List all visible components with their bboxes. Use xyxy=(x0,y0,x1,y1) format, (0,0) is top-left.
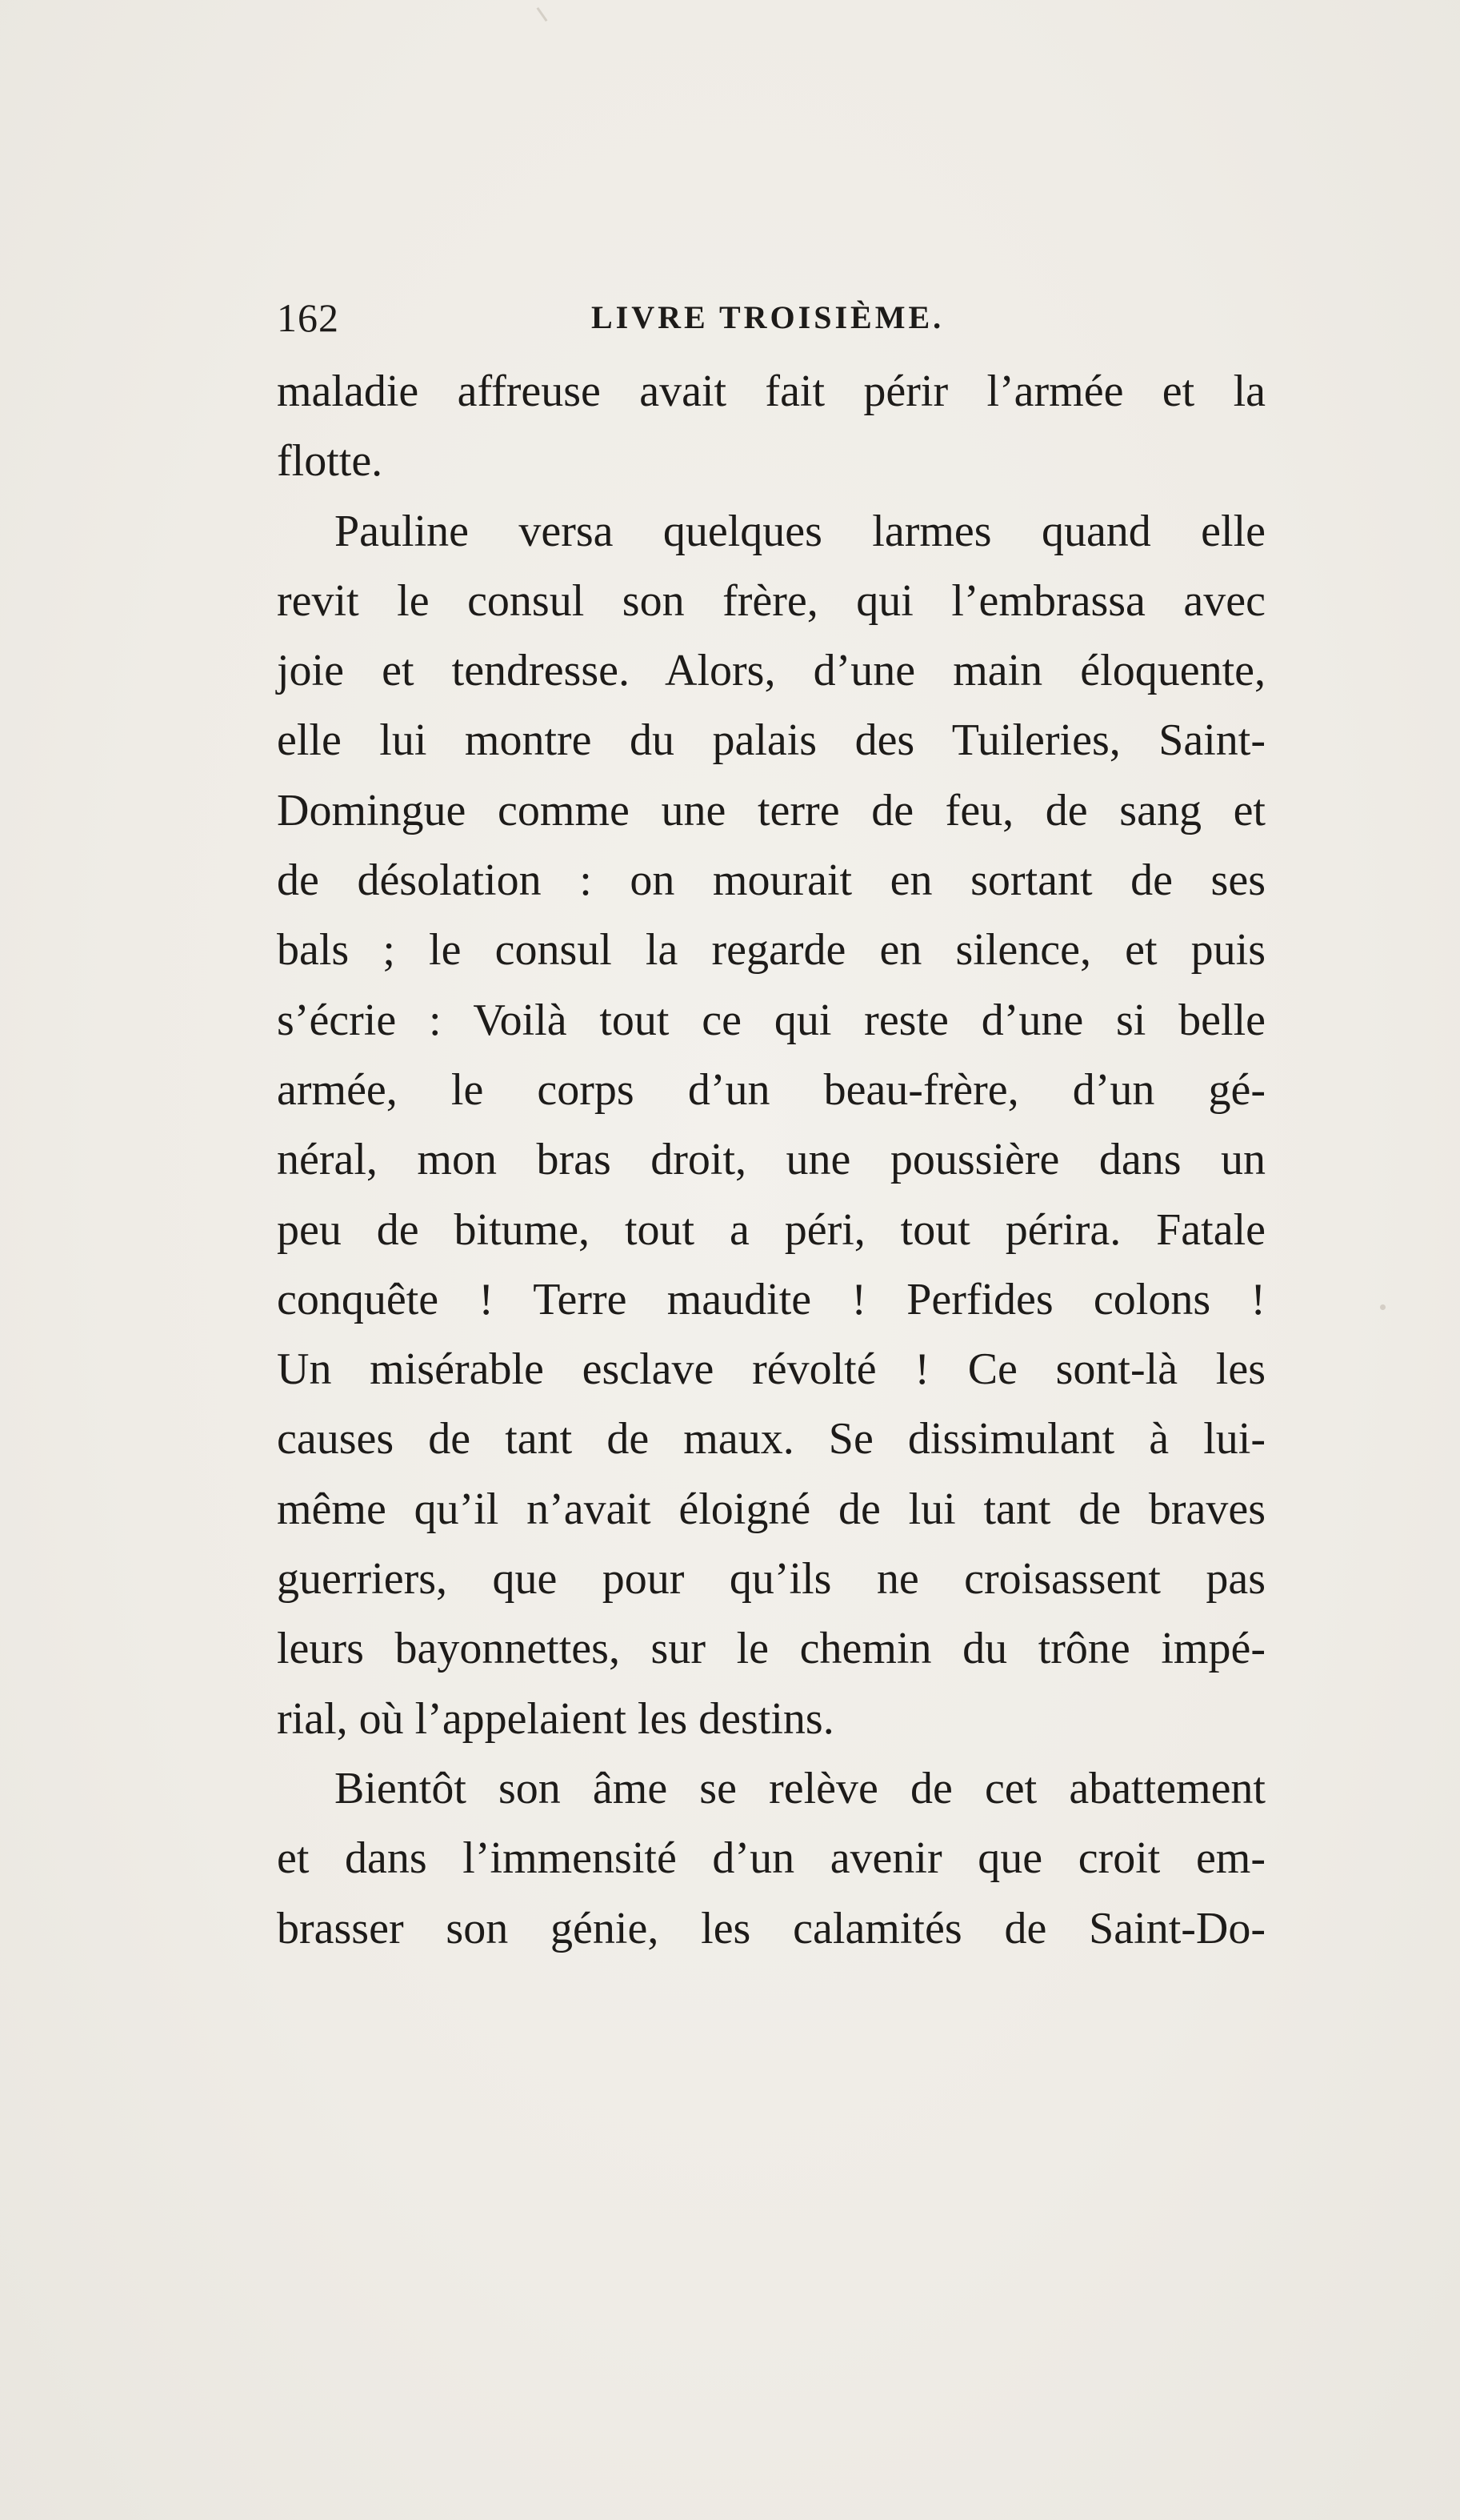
paper-speck xyxy=(537,7,548,22)
paragraph xyxy=(277,497,1266,1754)
paragraph xyxy=(277,357,1266,497)
page-number: 162 xyxy=(277,295,339,340)
text-line: et dans l’immensité d’un avenir que croit em- xyxy=(277,1833,1266,1884)
running-head: LIVRE TROISIÈME. xyxy=(591,299,945,335)
text-line: brasser son génie, les calamités de Saint-Do- xyxy=(277,1903,1266,1953)
page-header xyxy=(277,290,1269,346)
text-line: leurs bayonnettes, sur le chemin du trône impé- xyxy=(277,1624,1266,1674)
text-line: flotte. xyxy=(277,436,383,487)
text-line: elle lui montre du palais des Tuileries, Saint- xyxy=(277,715,1266,766)
text-line: Domingue comme une terre de feu, de sang et xyxy=(277,785,1266,835)
text-line: guerriers, que pour qu’ils ne croisassent pas xyxy=(277,1554,1266,1605)
text-line: bals ; le consul la regarde en silence, et puis xyxy=(277,925,1266,976)
paper-speck xyxy=(1380,1304,1386,1310)
text-line: maladie affreuse avait fait périr l’armée et la xyxy=(277,367,1266,416)
text-line: de désolation : on mourait en sortant de ses xyxy=(277,855,1266,906)
text-line: Pauline versa quelques larmes quand elle xyxy=(334,506,1266,556)
paragraph xyxy=(277,1754,1266,1964)
text-line: peu de bitume, tout a péri, tout périra. Fatale xyxy=(277,1204,1266,1255)
text-line: néral, mon bras droit, une poussière dans un xyxy=(277,1135,1266,1185)
text-line: rial, où l’appelaient les destins. xyxy=(277,1693,834,1744)
text-line: conquête ! Terre maudite ! Perfides colons ! xyxy=(277,1274,1266,1324)
text-line: revit le consul son frère, qui l’embrassa avec xyxy=(277,575,1266,626)
text-line: Bientôt son âme se relève de cet abattement xyxy=(334,1763,1266,1813)
text-line: causes de tant de maux. Se dissimulant à lui- xyxy=(277,1414,1266,1464)
text-line: Un misérable esclave révolté ! Ce sont-là les xyxy=(277,1344,1266,1395)
text-line: s’écrie : Voilà tout ce qui reste d’une si belle xyxy=(277,995,1266,1045)
text-line: même qu’il n’avait éloigné de lui tant de braves xyxy=(277,1484,1266,1534)
text-line: armée, le corps d’un beau-frère, d’un gé- xyxy=(277,1064,1266,1115)
body-text xyxy=(277,357,1266,1964)
text-line: joie et tendresse. Alors, d’une main éloquente, xyxy=(277,646,1266,696)
